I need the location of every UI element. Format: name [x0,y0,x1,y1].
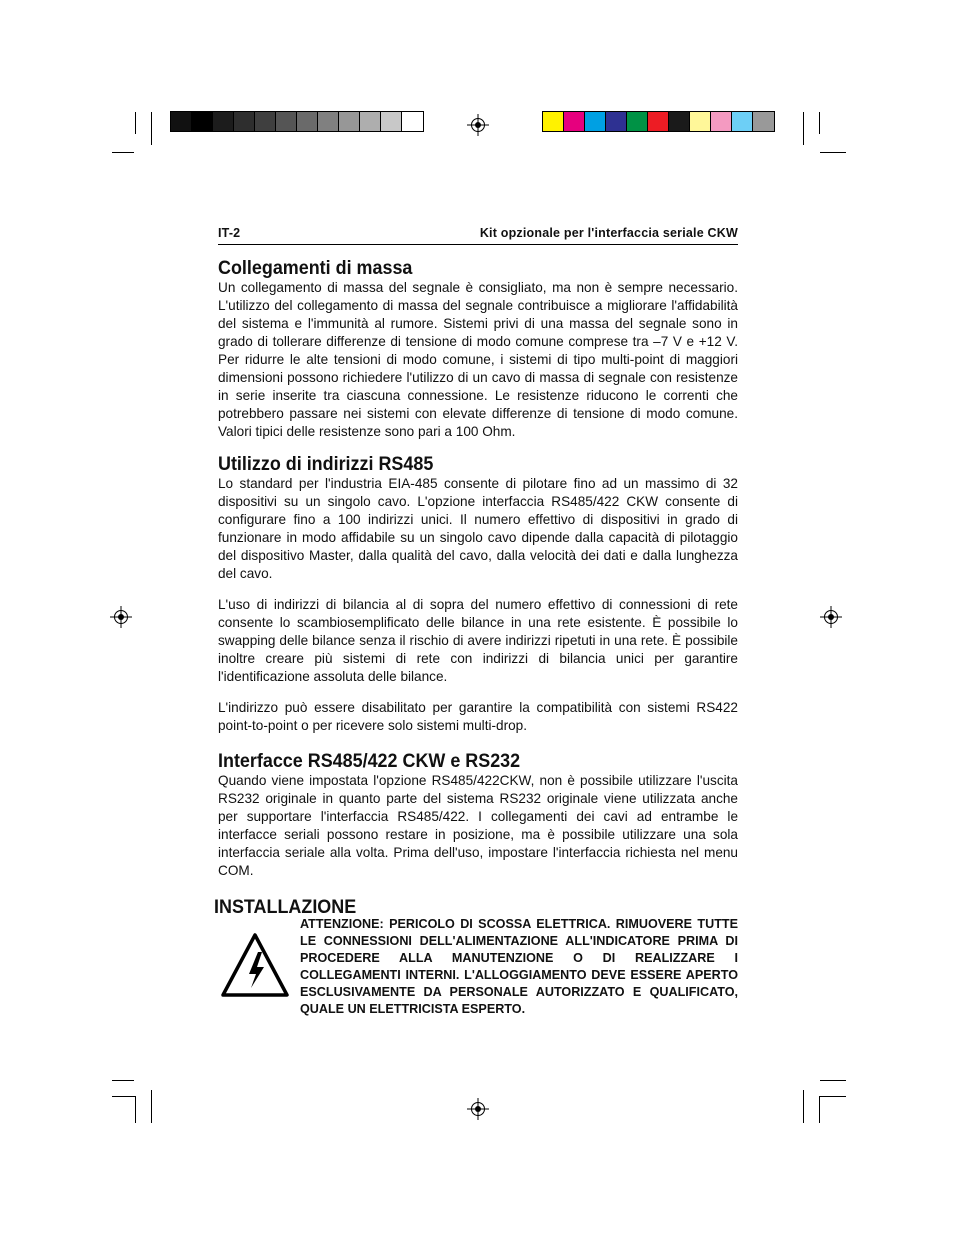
calibration-swatch [585,112,606,131]
calibration-swatch [297,112,318,131]
calibration-swatch [234,112,255,131]
calibration-swatch [381,112,402,131]
body-paragraph: L'uso di indirizzi di bilancia al di sopra del numero effettivo di connessioni di rete consente lo scambiosemplificato delle bilance in una rete esistente. È possibile lo swapping delle bilance senza il rischio di avere indirizzi ripetuti in una rete. È possibile inoltre creare più sistemi di rete con indirizzi di bilancia unici per garantire l'identificazione assoluta delle bilance. [218,597,738,684]
color-calibration-bar [542,111,775,132]
electric-shock-warning-icon [220,932,290,998]
running-title: Kit opzionale per l'interfaccia seriale CKW [479,226,738,240]
page-number: IT-2 [218,226,241,240]
calibration-swatch [192,112,213,131]
calibration-swatch [255,112,276,131]
body-paragraph: L'indirizzo può essere disabilitato per garantire la compatibilità con sistemi RS422 point-to-point o per ricevere solo sistemi multi-drop. [218,700,738,733]
calibration-swatch [711,112,732,131]
installation-heading: INSTALLAZIONE [214,896,357,918]
calibration-swatch [360,112,381,131]
calibration-swatch [648,112,669,131]
calibration-swatch [543,112,564,131]
warning-text: ATTENZIONE: PERICOLO DI SCOSSA ELETTRICA. RIMUOVERE TUTTE LE CONNESSIONI DELL'ALIMENTAZIONE ALL'INDICATORE PRIMA DI PROCEDERE ALLA MANUTENZIONE O DI REALIZZARE I COLLEGAMENTI INTERNI. L'ALLOGGIAMENTO DEVE ESSERE APERTO ESCLUSIVAMENTE DA PERSONALE AUTORIZZATO E QUALIFICATO, QUALE UN ELETTRICISTA ESPERTO. [300,917,738,1016]
calibration-swatch [276,112,297,131]
body-paragraph: Lo standard per l'industria EIA-485 consente di pilotare fino ad un massimo di 32 dispositivi su un singolo cavo. L'opzione interfaccia RS485/422 CKW consente di configurare fino a 100 indirizzi unici. Il numero effettivo di dispositivi in grado di funzionare in modo affidabile su un singolo cavo dipende dalla capacità di pilotaggio del dispositivo Master, dalla qualità del cavo, dalla velocità dei dati e dalla lunghezza del cavo. [218,476,738,581]
calibration-swatch [213,112,234,131]
calibration-swatch [339,112,360,131]
registration-mark-icon [467,114,489,136]
calibration-swatch [171,112,192,131]
calibration-swatch [753,112,774,131]
calibration-swatch [732,112,753,131]
section-heading: Utilizzo di indirizzi RS485 [218,453,434,475]
registration-mark-icon [110,606,132,628]
gray-calibration-bar [170,111,424,132]
calibration-swatch [402,112,423,131]
running-header [218,226,738,245]
body-paragraph: Un collegamento di massa del segnale è consigliato, ma non è sempre necessario. L'utilizzo del collegamento di massa del segnale contribuisce a migliorare l'affidabilità del sistema e l'immunità al rumore. Sistemi privi di una massa del segnale sono in grado di tollerare differenze di tensione di modo comune comprese tra –7 V e +12 V. Per ridurre le alte tensioni di modo comune, i sistemi di tipo multi-point di maggiori dimensioni possono richiedere l'utilizzo di un cavo di massa di segnale con resistenze in serie inserite tra ciascuna connessione. Le resistenze riducono le correnti che potrebbero passare nei sistemi con elevate differenze di tensione di modo comune. Valori tipici delle resistenze sono pari a 100 Ohm. [218,280,738,439]
calibration-swatch [564,112,585,131]
section-heading: Interfacce RS485/422 CKW e RS232 [218,750,521,772]
document-page [214,226,738,1016]
calibration-swatch [606,112,627,131]
body-paragraph: Quando viene impostata l'opzione RS485/422CKW, non è possibile utilizzare l'uscita RS232 originale in quanto parte del sistema RS232 originale viene utilizzata anche per supportare l'interfaccia RS485/422. I collegamenti dei cavi ad entrambe le interfacce seriali possono restare in posizione, ma è possibile utilizzare una sola interfaccia seriale alla volta. Prima dell'uso, impostare l'interfaccia richiesta nel menu COM. [218,773,738,878]
calibration-swatch [318,112,339,131]
warning-block [218,916,738,1026]
section-heading: Collegamenti di massa [218,257,413,279]
registration-mark-icon [820,606,842,628]
calibration-swatch [627,112,648,131]
calibration-swatch [669,112,690,131]
calibration-swatch [690,112,711,131]
registration-mark-icon [467,1098,489,1120]
